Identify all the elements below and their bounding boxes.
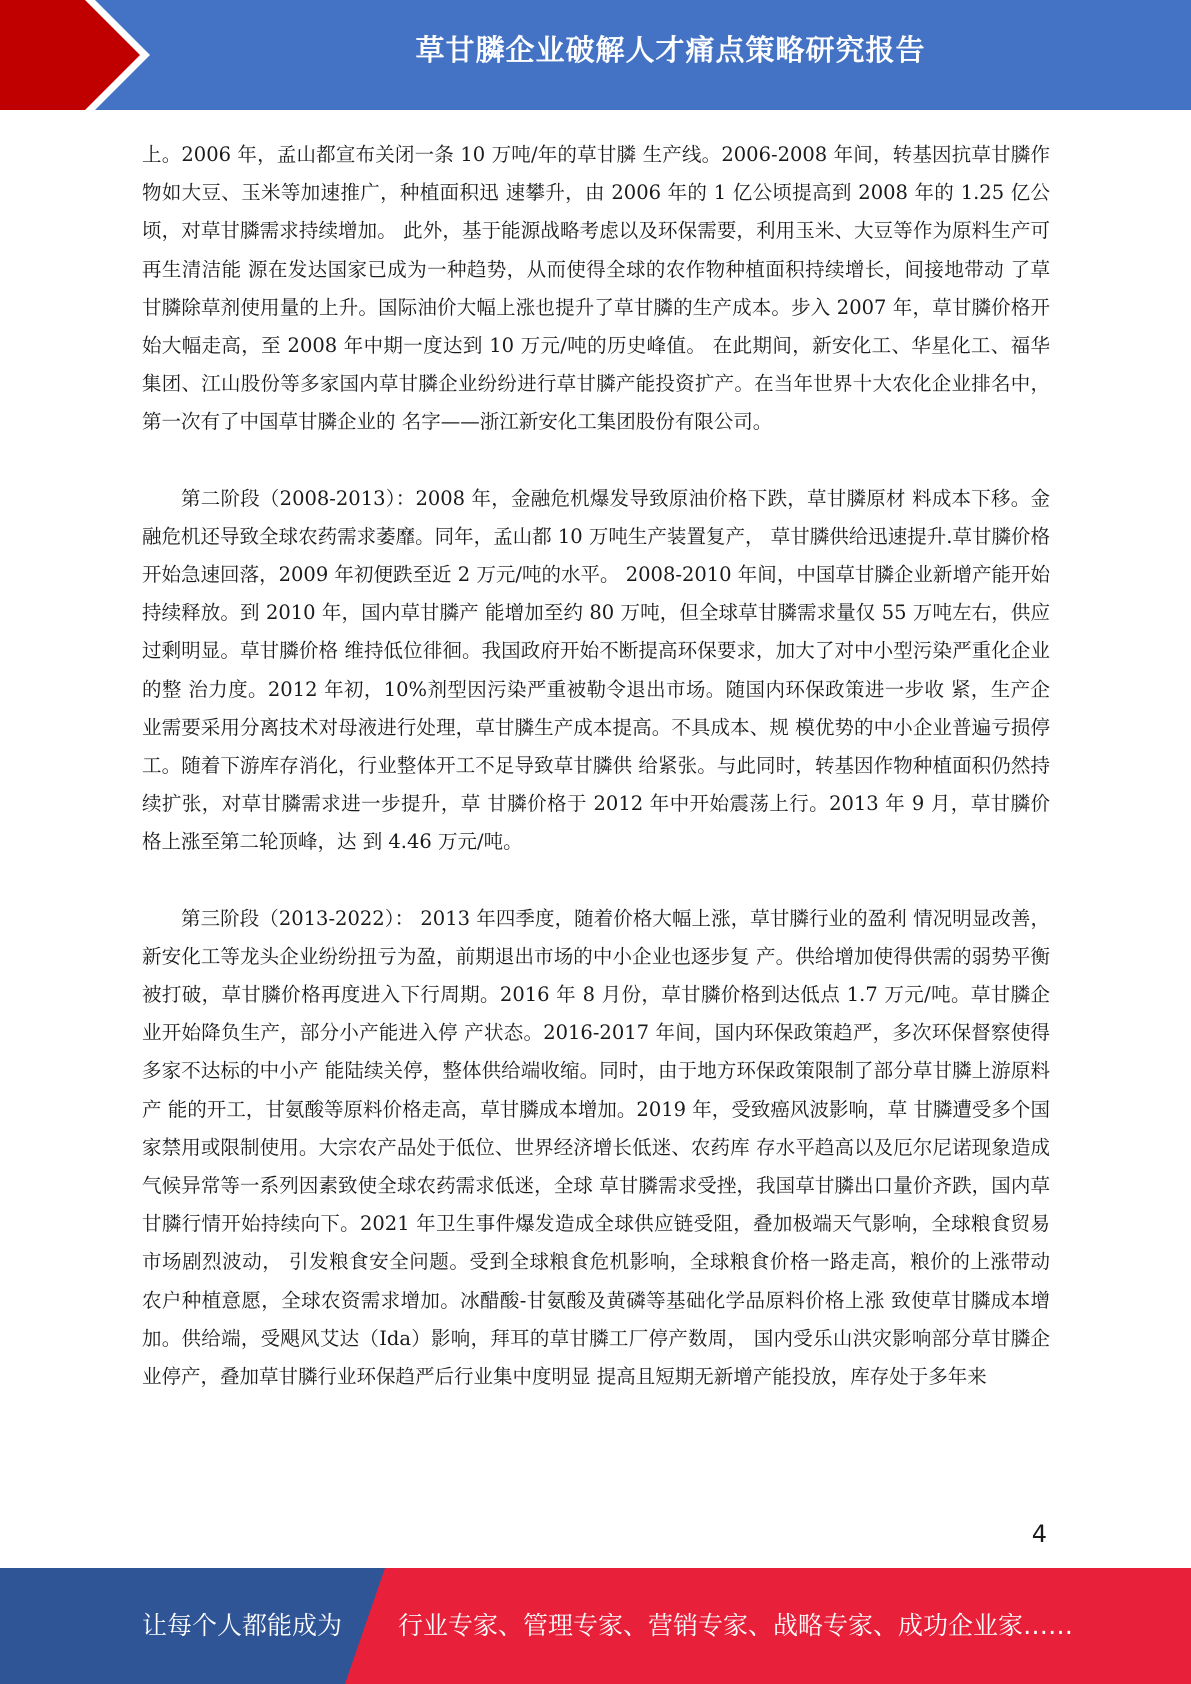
paragraph-1: 上。2006 年，孟山都宣布关闭一条 10 万吨/年的草甘膦 生产线。2006-2008 年间，转基因抗草甘膦作物如大豆、玉米等加速推广，种植面积迅 速攀升，由 2006 年的 1 亿公顷提高到 2008 年的 1.25 亿公顷，对草甘膦需求持续增加。 此外，基于能源战略考虑以及环保需要，利用玉米、大豆等作为原料生产可再生清洁能 源在发达国家已成为一种趋势，从而使得全球的农作物种植面积持续增长，间接地带动 了草甘膦除草剂使用量的上升。国际油价大幅上涨也提升了草甘膦的生产成本。步入 2007 年，草甘膦价格开始大幅走高，至 2008 年中期一度达到 10 万元/吨的历史峰值。 在此期间，新安化工、华星化工、福华集团、江山股份等多家国内草甘膦企业纷纷进行草甘膦产能投资扩产。在当年世界十大农化企业排名中，第一次有了中国草甘膦企业的 名字——浙江新安化工集团股份有限公司。 [142, 143, 1050, 434]
page-footer [0, 1568, 1191, 1684]
page-header [0, 0, 1191, 110]
page-number: 4 [1031, 1520, 1047, 1548]
paragraph-2: 第二阶段（2008-2013）：2008 年，金融危机爆发导致原油价格下跌，草甘膦原材 料成本下移。金融危机还导致全球农药需求萎靡。同年，孟山都 10 万吨生产装置复产， 草甘膦供给迅速提升.草甘膦价格开始急速回落，2009 年初便跌至近 2 万元/吨的水平。 2008-2010 年间，中国草甘膦企业新增产能开始持续释放。到 2010 年，国内草甘膦产 能增加至约 80 万吨，但全球草甘膦需求量仅 55 万吨左右，供应过剩明显。草甘膦价格 维持低位徘徊。我国政府开始不断提高环保要求，加大了对中小型污染严重化企业的整 治力度。2012 年初，10%剂型因污染严重被勒令退出市场。随国内环保政策进一步收 紧，生产企业需要采用分离技术对母液进行处理，草甘膦生产成本提高。不具成本、规 模优势的中小企业普遍亏损停工。随着下游库存消化，行业整体开工不足导致草甘膦供 给紧张。与此同时，转基因作物种植面积仍然持续扩张，对草甘膦需求进一步提升，草 甘膦价格于 2012 年中开始震荡上行。2013 年 9 月，草甘膦价格上涨至第二轮顶峰，达 到 4.46 万元/吨。 [142, 486, 1050, 854]
paragraph-3: 第三阶段（2013-2022）： 2013 年四季度，随着价格大幅上涨，草甘膦行业的盈利 情况明显改善，新安化工等龙头企业纷纷扭亏为盈，前期退出市场的中小企业也逐步复 产。供给增加使得供需的弱势平衡被打破，草甘膦价格再度进入下行周期。2016 年 8 月份，草甘膦价格到达低点 1.7 万元/吨。草甘膦企业开始降负生产，部分小产能进入停 产状态。2016-2017 年间，国内环保政策趋严，多次环保督察使得多家不达标的中小产 能陆续关停，整体供给端收缩。同时，由于地方环保政策限制了部分草甘膦上游原料产 能的开工，甘氨酸等原料价格走高，草甘膦成本增加。2019 年，受致癌风波影响，草 甘膦遭受多个国家禁用或限制使用。大宗农产品处于低位、世界经济增长低迷、农药库 存水平趋高以及厄尔尼诺现象造成气候异常等一系列因素致使全球农药需求低迷，全球 草甘膦需求受挫，我国草甘膦出口量价齐跌，国内草甘膦行情开始持续向下。2021 年卫生事件爆发造成全球供应链受阻，叠加极端天气影响，全球粮食贸易市场剧烈波动， 引发粮食安全问题。受到全球粮食危机影响，全球粮食价格一路走高，粮价的上涨带动 农户种植意愿，全球农资需求增加。冰醋酸-甘氨酸及黄磷等基础化学品原料价格上涨 致使草甘膦成本增加。供给端，受飓风艾达（Ida）影响，拜耳的草甘膦工厂停产数周， 国内受乐山洪灾影响部分草甘膦企业停产，叠加草甘膦行业环保趋严后行业集中度明显 提高且短期无新增产能投放，库存处于多年来 [142, 906, 1050, 1389]
report-title: 草甘膦企业破解人才痛点策略研究报告 [415, 33, 926, 67]
footer-slogan-roles: 行业专家、管理专家、营销专家、战略专家、成功企业家…… [398, 1611, 1074, 1640]
document-body [142, 136, 1050, 1434]
footer-slogan-lead: 让每个人都能成为 [142, 1611, 343, 1640]
